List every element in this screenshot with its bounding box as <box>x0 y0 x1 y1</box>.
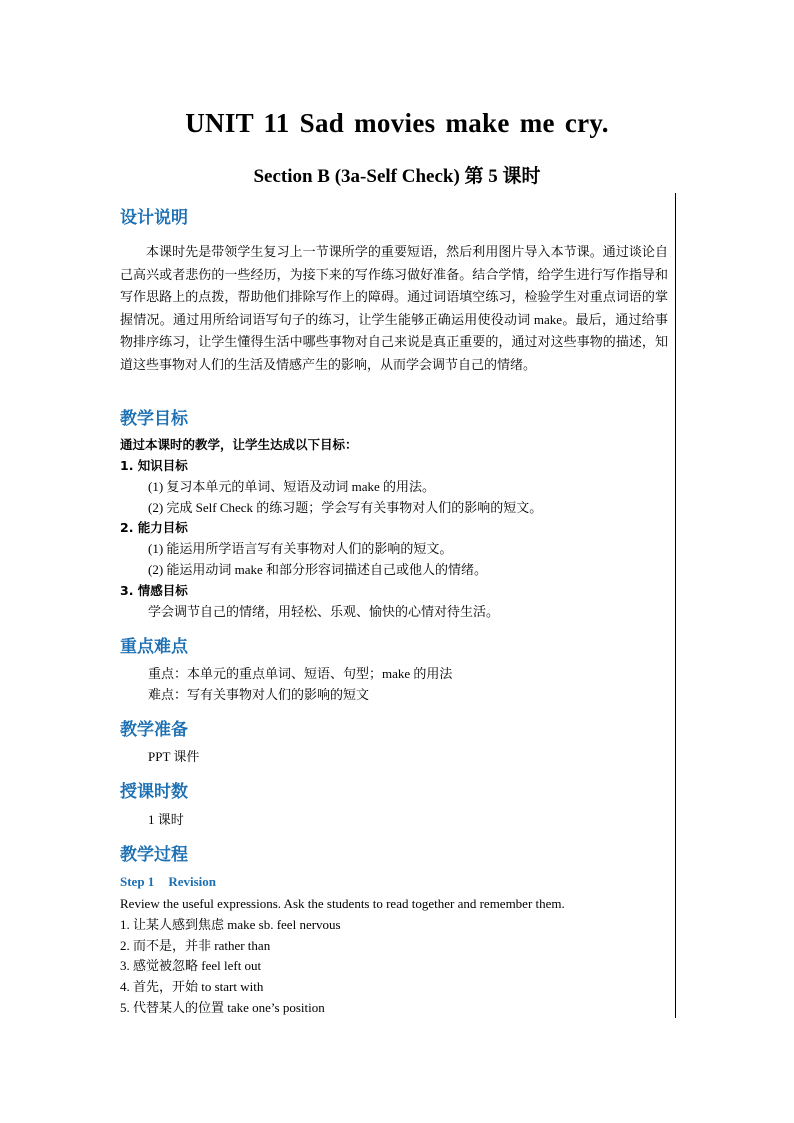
design-paragraph: 本课时先是带领学生复习上一节课所学的重要短语，然后利用图片导入本节课。通过谈论自己高兴或者悲伤的一些经历，为接下来的写作练习做好准备。结合学情，给学生进行写作指导和写作思路上的点拨，帮助他们排除写作上的障碍。通过词语填空练习，检验学生对重点词语的掌握情况。通过用所给词语写句子的练习，让学生能够正确运用使役动词 make。最后，通过给事物排序练习，让学生懂得生活中哪些事物对自己来说是真正重要的，通过对这些事物的描述，知道这些事物对人们的生活及情感产生的影响，从而学会调节自己的情绪。 <box>120 244 668 372</box>
emotion-goal-title: 3. 情感目标 <box>120 583 188 598</box>
section-heading-prep: 教学准备 <box>120 720 188 740</box>
list-item: 4. 首先，开始 to start with <box>120 979 264 994</box>
knowledge-goal-item: (1) 复习本单元的单词、短语及动词 make 的用法。 <box>148 479 436 494</box>
section-heading-process: 教学过程 <box>120 845 188 865</box>
knowledge-goal-title: 1. 知识目标 <box>120 458 188 473</box>
page-title: UNIT 11 Sad movies make me cry. <box>185 108 609 138</box>
list-item: 1. 让某人感到焦虑 make sb. feel nervous <box>120 917 341 932</box>
list-item: 2. 而不是，并非 rather than <box>120 938 271 953</box>
difficult-point: 难点：写有关事物对人们的影响的短文 <box>148 687 370 702</box>
emotion-goal-item: 学会调节自己的情绪，用轻松、乐观、愉快的心情对待生活。 <box>148 604 500 619</box>
step-number: Step 1 <box>120 874 155 889</box>
goals-intro: 通过本课时的教学，让学生达成以下目标： <box>120 437 358 452</box>
page-subtitle: Section B (3a-Self Check) 第 5 课时 <box>253 166 541 187</box>
key-point: 重点：本单元的重点单词、短语、句型；make 的用法 <box>148 666 453 681</box>
step-name: Revision <box>168 874 216 889</box>
ability-goal-item: (1) 能运用所学语言写有关事物对人们的影响的短文。 <box>148 541 453 556</box>
margin-rule <box>675 193 676 1018</box>
ability-goal-title: 2. 能力目标 <box>120 520 188 535</box>
prep-text: PPT 课件 <box>148 749 200 764</box>
list-item: 3. 感觉被忽略 feel left out <box>120 958 262 973</box>
section-heading-goals: 教学目标 <box>120 409 188 429</box>
list-item: 5. 代替某人的位置 take one’s position <box>120 1000 325 1015</box>
section-heading-keypoints: 重点难点 <box>120 637 188 657</box>
knowledge-goal-item: (2) 完成 Self Check 的练习题；学会写有关事物对人们的影响的短文。 <box>148 500 543 515</box>
step-heading <box>120 874 230 890</box>
section-heading-hours: 授课时数 <box>120 782 188 802</box>
hours-text: 1 课时 <box>148 812 184 827</box>
section-heading-design: 设计说明 <box>120 208 188 228</box>
step-intro: Review the useful expressions. Ask the students to read together and remember them. <box>120 896 565 911</box>
ability-goal-item: (2) 能运用动词 make 和部分形容词描述自己或他人的情绪。 <box>148 562 488 577</box>
